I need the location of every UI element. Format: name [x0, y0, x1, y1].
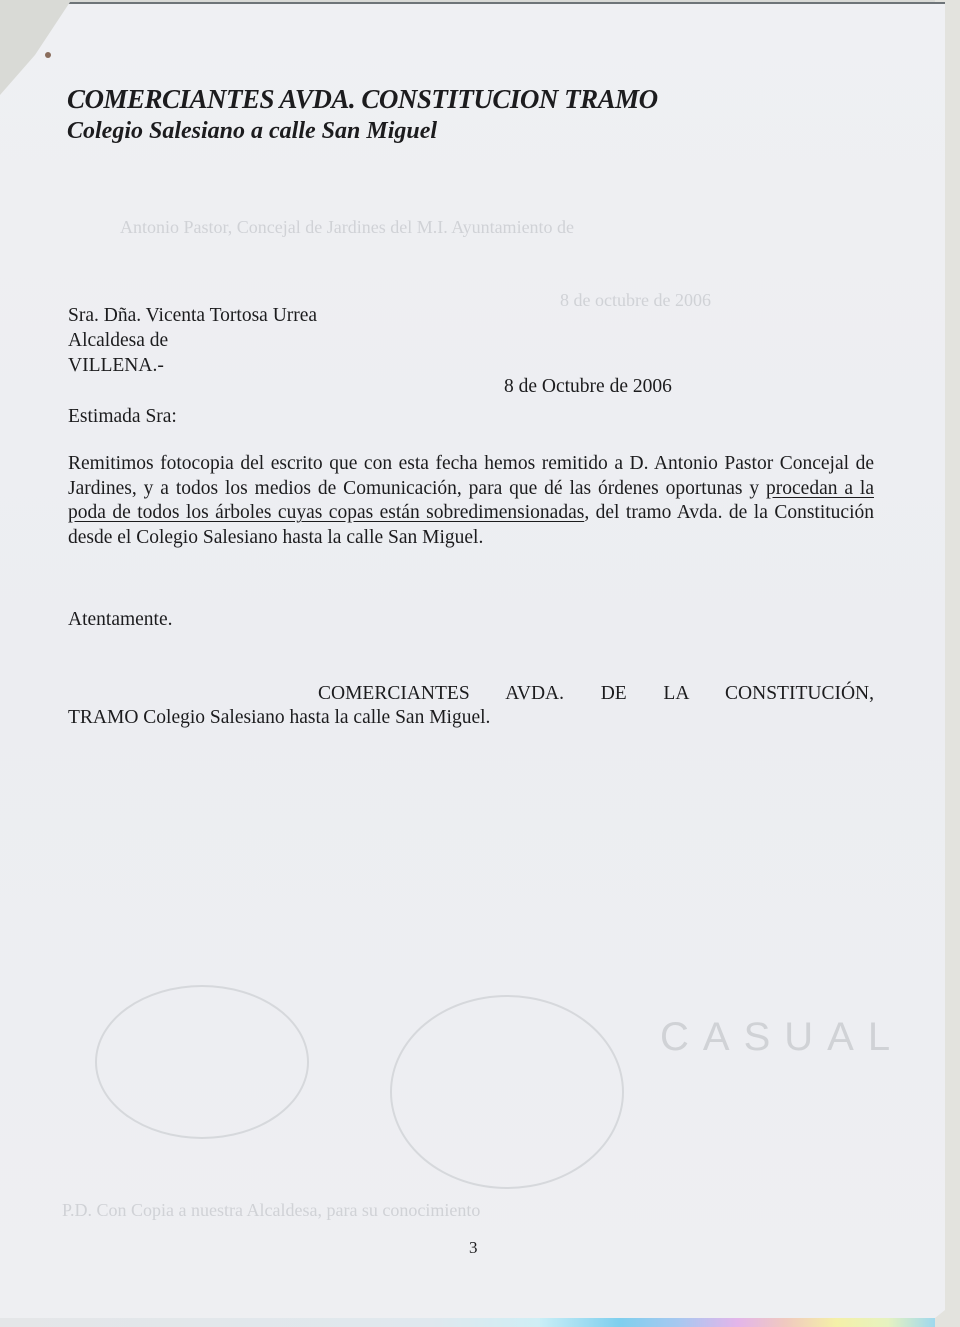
recipient-city: VILLENA.- [68, 355, 164, 376]
scan-color-artifact [540, 1318, 935, 1327]
signature-line-1: COMERCIANTES AVDA. DE LA CONSTITUCIÓN, [318, 683, 874, 704]
show-through-text: 8 de octubre de 2006 [560, 290, 711, 310]
body-underlined-text: procedan a la poda de todos los árboles cuyas copas están sobredimensionadas [68, 477, 874, 524]
signature-line-2: TRAMO Colegio Salesiano hasta la calle San Miguel. [68, 707, 491, 728]
closing: Atentamente. [68, 609, 173, 630]
show-through-brand: CASUAL [660, 1015, 905, 1059]
scan-artifact [0, 1318, 540, 1327]
body-text: , del tramo Avda. de la Constitución desde el Colegio Salesiano hasta la calle San Miguel. [68, 502, 874, 548]
recipient-name: Sra. Dña. Vicenta Tortosa Urrea [68, 305, 318, 326]
show-through-stamp [95, 985, 309, 1139]
letterhead-title: COMERCIANTES AVDA. CONSTITUCION TRAMO [67, 84, 658, 114]
body-paragraph [68, 452, 874, 550]
show-through-text: Antonio Pastor, Concejal de Jardines del M.I. Ayuntamiento de [120, 217, 575, 237]
show-through-stamp [390, 995, 624, 1189]
staple-mark [45, 52, 51, 58]
page-number: 3 [469, 1238, 478, 1257]
salutation: Estimada Sra: [68, 406, 177, 427]
recipient-title: Alcaldesa de [68, 330, 169, 351]
page-top-edge [0, 0, 960, 4]
show-through-footnote: P.D. Con Copia a nuestra Alcaldesa, para su conocimiento [62, 1200, 481, 1220]
letterhead-subtitle: Colegio Salesiano a calle San Miguel [67, 118, 438, 144]
body-text: Remitimos fotocopia del escrito que con esta fecha hemos remitido a D. Antonio Pastor Concejal de Jardines, y a todos los medios de Comunicación, para que dé las órdenes oportunas y [68, 453, 874, 499]
letter-date: 8 de Octubre de 2006 [504, 376, 672, 397]
